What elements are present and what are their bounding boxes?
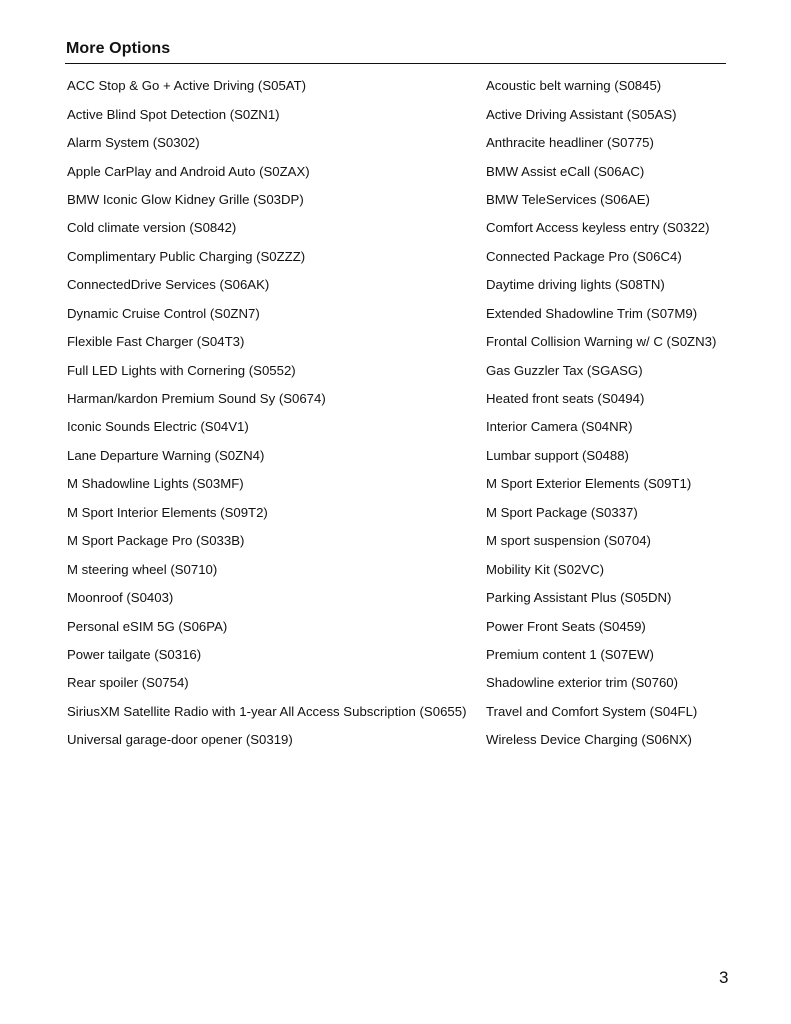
option-item-right: M Sport Package (S0337): [486, 504, 638, 520]
option-item-right: BMW Assist eCall (S06AC): [486, 163, 645, 179]
option-item-right: Daytime driving lights (S08TN): [486, 277, 665, 293]
option-item-right: Extended Shadowline Trim (S07M9): [486, 305, 698, 321]
option-item-left: Power tailgate (S0316): [67, 646, 202, 662]
option-item-right: Gas Guzzler Tax (SGASG): [486, 362, 643, 378]
option-item-right: Connected Package Pro (S06C4): [486, 248, 682, 264]
option-item-right: Power Front Seats (S0459): [486, 618, 646, 634]
option-item-left: ConnectedDrive Services (S06AK): [67, 277, 270, 293]
section-title: More Options: [66, 40, 171, 57]
option-item-left: M Sport Package Pro (S033B): [67, 533, 245, 549]
option-item-left: Active Blind Spot Detection (S0ZN1): [67, 106, 280, 122]
option-item-right: Wireless Device Charging (S06NX): [486, 732, 692, 748]
option-item-right: Active Driving Assistant (S05AS): [486, 106, 677, 122]
option-item-left: Personal eSIM 5G (S06PA): [67, 618, 228, 634]
option-item-left: SiriusXM Satellite Radio with 1-year All Access Subscription (S0655): [67, 703, 467, 719]
option-item-left: Iconic Sounds Electric (S04V1): [67, 419, 249, 435]
option-item-right: Comfort Access keyless entry (S0322): [486, 220, 710, 236]
option-item-left: Flexible Fast Charger (S04T3): [67, 334, 245, 350]
option-item-right: Acoustic belt warning (S0845): [486, 78, 662, 94]
option-item-left: Alarm System (S0302): [67, 135, 200, 151]
option-item-left: Moonroof (S0403): [67, 590, 174, 606]
option-item-left: Universal garage-door opener (S0319): [67, 732, 293, 748]
option-item-left: Apple CarPlay and Android Auto (S0ZAX): [67, 163, 310, 179]
option-item-right: Travel and Comfort System (S04FL): [486, 703, 698, 719]
option-item-right: Frontal Collision Warning w/ C (S0ZN3): [486, 334, 717, 350]
option-item-left: Lane Departure Warning (S0ZN4): [67, 447, 265, 463]
option-item-left: M Shadowline Lights (S03MF): [67, 476, 244, 492]
option-item-right: Parking Assistant Plus (S05DN): [486, 590, 672, 606]
option-item-left: Rear spoiler (S0754): [67, 675, 189, 691]
option-item-left: Full LED Lights with Cornering (S0552): [67, 362, 296, 378]
option-item-left: M steering wheel (S0710): [67, 561, 218, 577]
option-item-right: M Sport Exterior Elements (S09T1): [486, 476, 692, 492]
option-item-left: M Sport Interior Elements (S09T2): [67, 504, 268, 520]
page-number: 3: [719, 968, 729, 987]
option-item-right: Heated front seats (S0494): [486, 391, 645, 407]
option-item-left: BMW Iconic Glow Kidney Grille (S03DP): [67, 191, 304, 207]
option-item-right: Premium content 1 (S07EW): [486, 646, 654, 662]
option-item-left: ACC Stop & Go + Active Driving (S05AT): [67, 78, 307, 94]
option-item-right: Interior Camera (S04NR): [486, 419, 633, 435]
option-item-right: M sport suspension (S0704): [486, 533, 651, 549]
options-list: [67, 72, 727, 755]
section-divider: [65, 63, 726, 64]
option-item-right: Anthracite headliner (S0775): [486, 135, 654, 151]
option-item-right: Shadowline exterior trim (S0760): [486, 675, 679, 691]
option-item-left: Cold climate version (S0842): [67, 220, 237, 236]
option-item-right: Mobility Kit (S02VC): [486, 561, 604, 577]
option-item-left: Harman/kardon Premium Sound Sy (S0674): [67, 391, 326, 407]
option-item-left: Complimentary Public Charging (S0ZZZ): [67, 248, 306, 264]
option-item-left: Dynamic Cruise Control (S0ZN7): [67, 305, 260, 321]
option-item-right: Lumbar support (S0488): [486, 447, 629, 463]
option-item-right: BMW TeleServices (S06AE): [486, 191, 650, 207]
